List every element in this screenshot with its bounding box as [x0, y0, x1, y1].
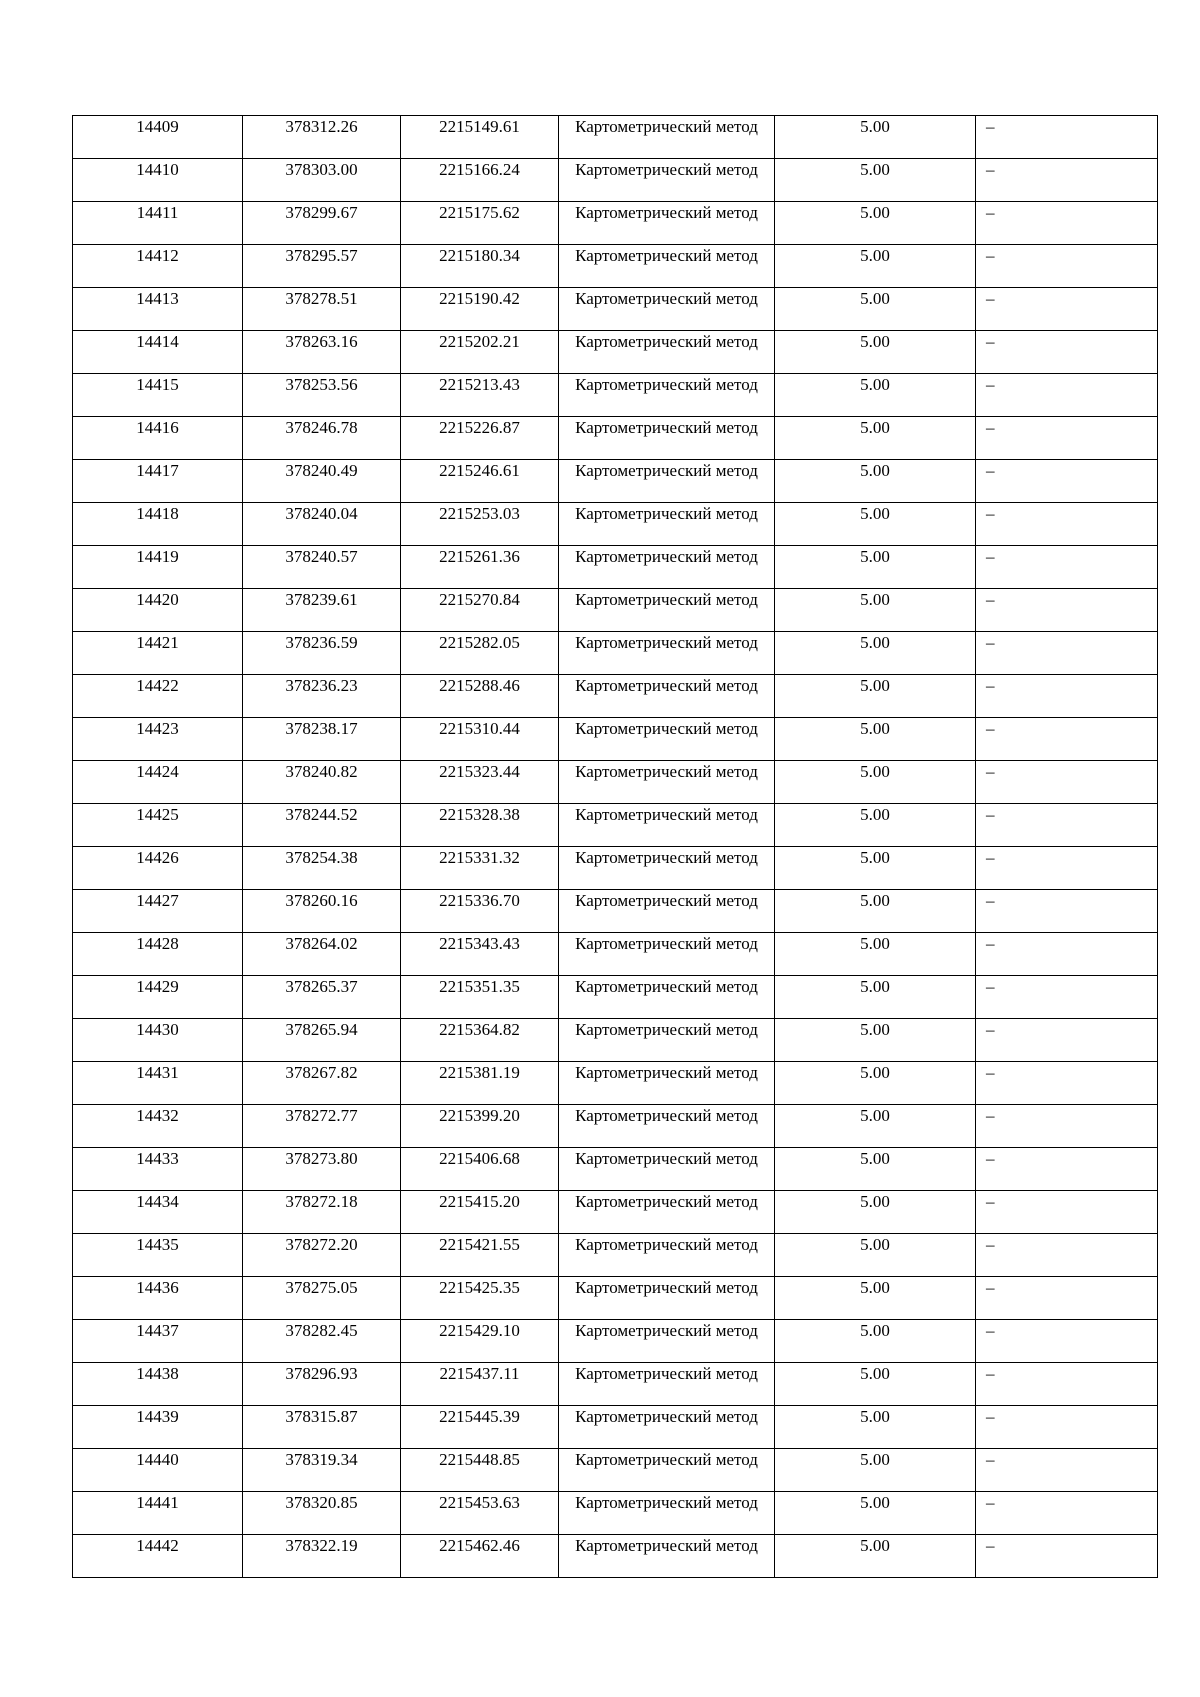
x-coordinate-cell: 378272.77 — [243, 1105, 401, 1148]
x-coordinate-cell: 378238.17 — [243, 718, 401, 761]
y-coordinate-cell: 2215166.24 — [401, 159, 559, 202]
x-coordinate-cell: 378278.51 — [243, 288, 401, 331]
note-cell: – — [976, 976, 1158, 1019]
note-cell: – — [976, 1277, 1158, 1320]
y-coordinate-cell: 2215453.63 — [401, 1492, 559, 1535]
note-cell: – — [976, 933, 1158, 976]
coordinates-table — [72, 115, 1158, 1578]
point-number-cell: 14410 — [73, 159, 243, 202]
y-coordinate-cell: 2215175.62 — [401, 202, 559, 245]
x-coordinate-cell: 378253.56 — [243, 374, 401, 417]
table-row — [73, 1277, 1158, 1320]
x-coordinate-cell: 378236.59 — [243, 632, 401, 675]
table-row — [73, 503, 1158, 546]
note-cell: – — [976, 1234, 1158, 1277]
table-row — [73, 159, 1158, 202]
method-cell: Картометрический метод — [559, 1492, 775, 1535]
accuracy-cell: 5.00 — [775, 374, 976, 417]
table-row — [73, 1492, 1158, 1535]
accuracy-cell: 5.00 — [775, 1535, 976, 1578]
x-coordinate-cell: 378240.57 — [243, 546, 401, 589]
point-number-cell: 14436 — [73, 1277, 243, 1320]
accuracy-cell: 5.00 — [775, 1062, 976, 1105]
table-row — [73, 288, 1158, 331]
note-cell: – — [976, 1363, 1158, 1406]
y-coordinate-cell: 2215425.35 — [401, 1277, 559, 1320]
method-cell: Картометрический метод — [559, 1019, 775, 1062]
point-number-cell: 14423 — [73, 718, 243, 761]
x-coordinate-cell: 378265.94 — [243, 1019, 401, 1062]
method-cell: Картометрический метод — [559, 202, 775, 245]
x-coordinate-cell: 378240.04 — [243, 503, 401, 546]
point-number-cell: 14430 — [73, 1019, 243, 1062]
table-row — [73, 1191, 1158, 1234]
table-row — [73, 116, 1158, 159]
point-number-cell: 14433 — [73, 1148, 243, 1191]
accuracy-cell: 5.00 — [775, 804, 976, 847]
y-coordinate-cell: 2215399.20 — [401, 1105, 559, 1148]
table-row — [73, 460, 1158, 503]
accuracy-cell: 5.00 — [775, 202, 976, 245]
method-cell: Картометрический метод — [559, 1191, 775, 1234]
note-cell: – — [976, 1191, 1158, 1234]
y-coordinate-cell: 2215381.19 — [401, 1062, 559, 1105]
point-number-cell: 14415 — [73, 374, 243, 417]
table-row — [73, 1363, 1158, 1406]
point-number-cell: 14437 — [73, 1320, 243, 1363]
point-number-cell: 14431 — [73, 1062, 243, 1105]
y-coordinate-cell: 2215180.34 — [401, 245, 559, 288]
note-cell: – — [976, 1535, 1158, 1578]
point-number-cell: 14414 — [73, 331, 243, 374]
point-number-cell: 14418 — [73, 503, 243, 546]
x-coordinate-cell: 378303.00 — [243, 159, 401, 202]
x-coordinate-cell: 378263.16 — [243, 331, 401, 374]
note-cell: – — [976, 675, 1158, 718]
x-coordinate-cell: 378260.16 — [243, 890, 401, 933]
point-number-cell: 14422 — [73, 675, 243, 718]
method-cell: Картометрический метод — [559, 675, 775, 718]
accuracy-cell: 5.00 — [775, 632, 976, 675]
x-coordinate-cell: 378272.18 — [243, 1191, 401, 1234]
method-cell: Картометрический метод — [559, 460, 775, 503]
y-coordinate-cell: 2215190.42 — [401, 288, 559, 331]
note-cell: – — [976, 589, 1158, 632]
method-cell: Картометрический метод — [559, 933, 775, 976]
accuracy-cell: 5.00 — [775, 1449, 976, 1492]
method-cell: Картометрический метод — [559, 1449, 775, 1492]
point-number-cell: 14413 — [73, 288, 243, 331]
method-cell: Картометрический метод — [559, 331, 775, 374]
y-coordinate-cell: 2215202.21 — [401, 331, 559, 374]
accuracy-cell: 5.00 — [775, 890, 976, 933]
x-coordinate-cell: 378322.19 — [243, 1535, 401, 1578]
table-row — [73, 546, 1158, 589]
note-cell: – — [976, 288, 1158, 331]
x-coordinate-cell: 378264.02 — [243, 933, 401, 976]
accuracy-cell: 5.00 — [775, 546, 976, 589]
y-coordinate-cell: 2215149.61 — [401, 116, 559, 159]
y-coordinate-cell: 2215429.10 — [401, 1320, 559, 1363]
x-coordinate-cell: 378296.93 — [243, 1363, 401, 1406]
accuracy-cell: 5.00 — [775, 288, 976, 331]
point-number-cell: 14411 — [73, 202, 243, 245]
accuracy-cell: 5.00 — [775, 933, 976, 976]
accuracy-cell: 5.00 — [775, 503, 976, 546]
x-coordinate-cell: 378254.38 — [243, 847, 401, 890]
x-coordinate-cell: 378295.57 — [243, 245, 401, 288]
point-number-cell: 14428 — [73, 933, 243, 976]
point-number-cell: 14441 — [73, 1492, 243, 1535]
note-cell: – — [976, 1019, 1158, 1062]
point-number-cell: 14439 — [73, 1406, 243, 1449]
x-coordinate-cell: 378239.61 — [243, 589, 401, 632]
method-cell: Картометрический метод — [559, 1062, 775, 1105]
note-cell: – — [976, 1062, 1158, 1105]
method-cell: Картометрический метод — [559, 1105, 775, 1148]
y-coordinate-cell: 2215328.38 — [401, 804, 559, 847]
note-cell: – — [976, 804, 1158, 847]
x-coordinate-cell: 378282.45 — [243, 1320, 401, 1363]
note-cell: – — [976, 1449, 1158, 1492]
method-cell: Картометрический метод — [559, 976, 775, 1019]
y-coordinate-cell: 2215462.46 — [401, 1535, 559, 1578]
point-number-cell: 14427 — [73, 890, 243, 933]
method-cell: Картометрический метод — [559, 632, 775, 675]
note-cell: – — [976, 546, 1158, 589]
x-coordinate-cell: 378319.34 — [243, 1449, 401, 1492]
accuracy-cell: 5.00 — [775, 460, 976, 503]
point-number-cell: 14435 — [73, 1234, 243, 1277]
method-cell: Картометрический метод — [559, 159, 775, 202]
method-cell: Картометрический метод — [559, 1234, 775, 1277]
method-cell: Картометрический метод — [559, 804, 775, 847]
note-cell: – — [976, 761, 1158, 804]
table-row — [73, 202, 1158, 245]
x-coordinate-cell: 378265.37 — [243, 976, 401, 1019]
method-cell: Картометрический метод — [559, 1535, 775, 1578]
table-row — [73, 1105, 1158, 1148]
y-coordinate-cell: 2215336.70 — [401, 890, 559, 933]
note-cell: – — [976, 1406, 1158, 1449]
point-number-cell: 14429 — [73, 976, 243, 1019]
x-coordinate-cell: 378246.78 — [243, 417, 401, 460]
accuracy-cell: 5.00 — [775, 1019, 976, 1062]
table-row — [73, 804, 1158, 847]
note-cell: – — [976, 1492, 1158, 1535]
y-coordinate-cell: 2215270.84 — [401, 589, 559, 632]
method-cell: Картометрический метод — [559, 503, 775, 546]
note-cell: – — [976, 116, 1158, 159]
point-number-cell: 14417 — [73, 460, 243, 503]
x-coordinate-cell: 378312.26 — [243, 116, 401, 159]
point-number-cell: 14416 — [73, 417, 243, 460]
note-cell: – — [976, 890, 1158, 933]
method-cell: Картометрический метод — [559, 847, 775, 890]
accuracy-cell: 5.00 — [775, 1277, 976, 1320]
note-cell: – — [976, 1148, 1158, 1191]
accuracy-cell: 5.00 — [775, 159, 976, 202]
table-row — [73, 675, 1158, 718]
method-cell: Картометрический метод — [559, 1363, 775, 1406]
note-cell: – — [976, 460, 1158, 503]
x-coordinate-cell: 378299.67 — [243, 202, 401, 245]
point-number-cell: 14421 — [73, 632, 243, 675]
table-row — [73, 976, 1158, 1019]
table-row — [73, 632, 1158, 675]
table-row — [73, 1148, 1158, 1191]
note-cell: – — [976, 503, 1158, 546]
method-cell: Картометрический метод — [559, 1148, 775, 1191]
y-coordinate-cell: 2215282.05 — [401, 632, 559, 675]
y-coordinate-cell: 2215406.68 — [401, 1148, 559, 1191]
note-cell: – — [976, 417, 1158, 460]
table-row — [73, 761, 1158, 804]
y-coordinate-cell: 2215288.46 — [401, 675, 559, 718]
y-coordinate-cell: 2215323.44 — [401, 761, 559, 804]
method-cell: Картометрический метод — [559, 546, 775, 589]
table-row — [73, 1320, 1158, 1363]
x-coordinate-cell: 378240.49 — [243, 460, 401, 503]
y-coordinate-cell: 2215226.87 — [401, 417, 559, 460]
table-row — [73, 1234, 1158, 1277]
y-coordinate-cell: 2215213.43 — [401, 374, 559, 417]
table-row — [73, 589, 1158, 632]
note-cell: – — [976, 202, 1158, 245]
y-coordinate-cell: 2215331.32 — [401, 847, 559, 890]
note-cell: – — [976, 1105, 1158, 1148]
table-body — [73, 116, 1158, 1578]
accuracy-cell: 5.00 — [775, 245, 976, 288]
y-coordinate-cell: 2215246.61 — [401, 460, 559, 503]
point-number-cell: 14426 — [73, 847, 243, 890]
method-cell: Картометрический метод — [559, 718, 775, 761]
x-coordinate-cell: 378320.85 — [243, 1492, 401, 1535]
accuracy-cell: 5.00 — [775, 417, 976, 460]
x-coordinate-cell: 378273.80 — [243, 1148, 401, 1191]
table-row — [73, 1449, 1158, 1492]
y-coordinate-cell: 2215253.03 — [401, 503, 559, 546]
point-number-cell: 14442 — [73, 1535, 243, 1578]
table-row — [73, 245, 1158, 288]
point-number-cell: 14440 — [73, 1449, 243, 1492]
table-row — [73, 417, 1158, 460]
method-cell: Картометрический метод — [559, 245, 775, 288]
method-cell: Картометрический метод — [559, 589, 775, 632]
point-number-cell: 14434 — [73, 1191, 243, 1234]
method-cell: Картометрический метод — [559, 1320, 775, 1363]
point-number-cell: 14409 — [73, 116, 243, 159]
y-coordinate-cell: 2215261.36 — [401, 546, 559, 589]
point-number-cell: 14438 — [73, 1363, 243, 1406]
y-coordinate-cell: 2215343.43 — [401, 933, 559, 976]
note-cell: – — [976, 159, 1158, 202]
table-row — [73, 1062, 1158, 1105]
method-cell: Картометрический метод — [559, 761, 775, 804]
note-cell: – — [976, 632, 1158, 675]
y-coordinate-cell: 2215364.82 — [401, 1019, 559, 1062]
accuracy-cell: 5.00 — [775, 761, 976, 804]
y-coordinate-cell: 2215437.11 — [401, 1363, 559, 1406]
x-coordinate-cell: 378275.05 — [243, 1277, 401, 1320]
y-coordinate-cell: 2215421.55 — [401, 1234, 559, 1277]
accuracy-cell: 5.00 — [775, 1406, 976, 1449]
note-cell: – — [976, 718, 1158, 761]
point-number-cell: 14424 — [73, 761, 243, 804]
accuracy-cell: 5.00 — [775, 1105, 976, 1148]
accuracy-cell: 5.00 — [775, 331, 976, 374]
table-row — [73, 847, 1158, 890]
table-row — [73, 1019, 1158, 1062]
note-cell: – — [976, 374, 1158, 417]
method-cell: Картометрический метод — [559, 288, 775, 331]
table-row — [73, 331, 1158, 374]
table-row — [73, 1535, 1158, 1578]
point-number-cell: 14419 — [73, 546, 243, 589]
y-coordinate-cell: 2215351.35 — [401, 976, 559, 1019]
y-coordinate-cell: 2215310.44 — [401, 718, 559, 761]
y-coordinate-cell: 2215448.85 — [401, 1449, 559, 1492]
note-cell: – — [976, 1320, 1158, 1363]
method-cell: Картометрический метод — [559, 417, 775, 460]
x-coordinate-cell: 378267.82 — [243, 1062, 401, 1105]
accuracy-cell: 5.00 — [775, 1320, 976, 1363]
accuracy-cell: 5.00 — [775, 1363, 976, 1406]
x-coordinate-cell: 378315.87 — [243, 1406, 401, 1449]
y-coordinate-cell: 2215415.20 — [401, 1191, 559, 1234]
y-coordinate-cell: 2215445.39 — [401, 1406, 559, 1449]
table-row — [73, 890, 1158, 933]
accuracy-cell: 5.00 — [775, 847, 976, 890]
note-cell: – — [976, 331, 1158, 374]
point-number-cell: 14420 — [73, 589, 243, 632]
accuracy-cell: 5.00 — [775, 1492, 976, 1535]
point-number-cell: 14412 — [73, 245, 243, 288]
point-number-cell: 14432 — [73, 1105, 243, 1148]
table-row — [73, 718, 1158, 761]
note-cell: – — [976, 245, 1158, 288]
method-cell: Картометрический метод — [559, 374, 775, 417]
table-row — [73, 933, 1158, 976]
table-row — [73, 374, 1158, 417]
table-row — [73, 1406, 1158, 1449]
x-coordinate-cell: 378236.23 — [243, 675, 401, 718]
point-number-cell: 14425 — [73, 804, 243, 847]
method-cell: Картометрический метод — [559, 1406, 775, 1449]
accuracy-cell: 5.00 — [775, 1148, 976, 1191]
note-cell: – — [976, 847, 1158, 890]
accuracy-cell: 5.00 — [775, 1191, 976, 1234]
method-cell: Картометрический метод — [559, 1277, 775, 1320]
accuracy-cell: 5.00 — [775, 589, 976, 632]
accuracy-cell: 5.00 — [775, 116, 976, 159]
x-coordinate-cell: 378244.52 — [243, 804, 401, 847]
x-coordinate-cell: 378240.82 — [243, 761, 401, 804]
accuracy-cell: 5.00 — [775, 718, 976, 761]
method-cell: Картометрический метод — [559, 890, 775, 933]
accuracy-cell: 5.00 — [775, 976, 976, 1019]
x-coordinate-cell: 378272.20 — [243, 1234, 401, 1277]
method-cell: Картометрический метод — [559, 116, 775, 159]
accuracy-cell: 5.00 — [775, 675, 976, 718]
accuracy-cell: 5.00 — [775, 1234, 976, 1277]
